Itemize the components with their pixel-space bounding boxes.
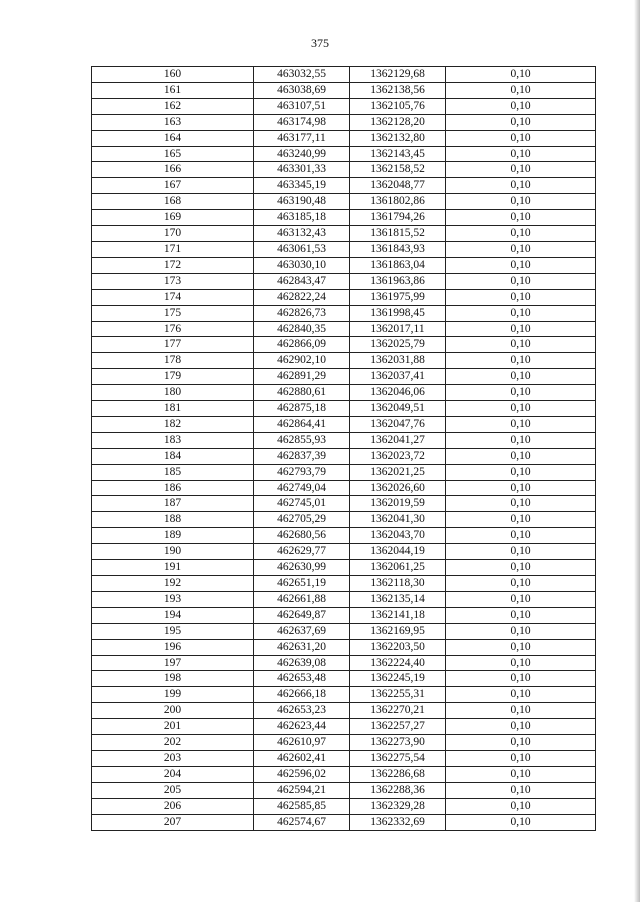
point-number-cell: 193 [92,591,254,607]
table-row [92,162,596,178]
x-coordinate-cell: 462630,99 [254,560,350,576]
x-coordinate-cell: 463132,43 [254,226,350,242]
accuracy-cell: 0,10 [446,766,596,782]
x-coordinate-cell: 462749,04 [254,480,350,496]
y-coordinate-cell: 1361815,52 [350,226,446,242]
point-number-cell: 164 [92,130,254,146]
x-coordinate-cell: 462666,18 [254,687,350,703]
y-coordinate-cell: 1361794,26 [350,210,446,226]
table-row [92,448,596,464]
y-coordinate-cell: 1362329,28 [350,798,446,814]
point-number-cell: 179 [92,369,254,385]
table-row [92,401,596,417]
x-coordinate-cell: 462596,02 [254,766,350,782]
point-number-cell: 203 [92,750,254,766]
point-number-cell: 166 [92,162,254,178]
table-row [92,766,596,782]
table-row [92,735,596,751]
x-coordinate-cell: 462866,09 [254,337,350,353]
accuracy-cell: 0,10 [446,67,596,83]
accuracy-cell: 0,10 [446,162,596,178]
accuracy-cell: 0,10 [446,82,596,98]
table-row [92,607,596,623]
table-row [92,814,596,830]
table-row [92,67,596,83]
table-row [92,576,596,592]
accuracy-cell: 0,10 [446,735,596,751]
point-number-cell: 170 [92,226,254,242]
accuracy-cell: 0,10 [446,560,596,576]
point-number-cell: 192 [92,576,254,592]
x-coordinate-cell: 463345,19 [254,178,350,194]
accuracy-cell: 0,10 [446,385,596,401]
table-row [92,82,596,98]
table-row [92,750,596,766]
x-coordinate-cell: 462793,79 [254,464,350,480]
table-row [92,416,596,432]
y-coordinate-cell: 1361998,45 [350,305,446,321]
x-coordinate-cell: 462649,87 [254,607,350,623]
y-coordinate-cell: 1362047,76 [350,416,446,432]
y-coordinate-cell: 1362061,25 [350,560,446,576]
point-number-cell: 201 [92,719,254,735]
point-number-cell: 184 [92,448,254,464]
accuracy-cell: 0,10 [446,623,596,639]
x-coordinate-cell: 463174,98 [254,114,350,130]
table-row [92,98,596,114]
accuracy-cell: 0,10 [446,703,596,719]
x-coordinate-cell: 462837,39 [254,448,350,464]
x-coordinate-cell: 463032,55 [254,67,350,83]
x-coordinate-cell: 462629,77 [254,544,350,560]
accuracy-cell: 0,10 [446,687,596,703]
point-number-cell: 183 [92,432,254,448]
x-coordinate-cell: 462875,18 [254,401,350,417]
point-number-cell: 206 [92,798,254,814]
table-row [92,289,596,305]
accuracy-cell: 0,10 [446,591,596,607]
accuracy-cell: 0,10 [446,512,596,528]
accuracy-cell: 0,10 [446,114,596,130]
y-coordinate-cell: 1362129,68 [350,67,446,83]
accuracy-cell: 0,10 [446,814,596,830]
point-number-cell: 199 [92,687,254,703]
x-coordinate-cell: 462864,41 [254,416,350,432]
point-number-cell: 177 [92,337,254,353]
accuracy-cell: 0,10 [446,353,596,369]
point-number-cell: 169 [92,210,254,226]
accuracy-cell: 0,10 [446,416,596,432]
accuracy-cell: 0,10 [446,719,596,735]
table-row [92,464,596,480]
point-number-cell: 167 [92,178,254,194]
x-coordinate-cell: 463061,53 [254,241,350,257]
y-coordinate-cell: 1362023,72 [350,448,446,464]
table-row [92,719,596,735]
point-number-cell: 197 [92,655,254,671]
x-coordinate-cell: 462594,21 [254,782,350,798]
table-row [92,353,596,369]
y-coordinate-cell: 1362288,36 [350,782,446,798]
x-coordinate-cell: 462639,08 [254,655,350,671]
y-coordinate-cell: 1362021,25 [350,464,446,480]
table-row [92,560,596,576]
x-coordinate-cell: 462653,23 [254,703,350,719]
table-row [92,432,596,448]
x-coordinate-cell: 462902,10 [254,353,350,369]
y-coordinate-cell: 1362049,51 [350,401,446,417]
point-number-cell: 162 [92,98,254,114]
table-row [92,257,596,273]
accuracy-cell: 0,10 [446,257,596,273]
x-coordinate-cell: 463038,69 [254,82,350,98]
y-coordinate-cell: 1362046,06 [350,385,446,401]
table-row [92,782,596,798]
accuracy-cell: 0,10 [446,321,596,337]
table-row [92,273,596,289]
point-number-cell: 187 [92,496,254,512]
x-coordinate-cell: 462661,88 [254,591,350,607]
y-coordinate-cell: 1362037,41 [350,369,446,385]
x-coordinate-cell: 462631,20 [254,639,350,655]
accuracy-cell: 0,10 [446,289,596,305]
accuracy-cell: 0,10 [446,226,596,242]
y-coordinate-cell: 1361863,04 [350,257,446,273]
y-coordinate-cell: 1362245,19 [350,671,446,687]
table-row [92,146,596,162]
point-number-cell: 175 [92,305,254,321]
accuracy-cell: 0,10 [446,607,596,623]
y-coordinate-cell: 1361963,86 [350,273,446,289]
point-number-cell: 189 [92,528,254,544]
y-coordinate-cell: 1362203,50 [350,639,446,655]
y-coordinate-cell: 1362138,56 [350,82,446,98]
x-coordinate-cell: 463185,18 [254,210,350,226]
point-number-cell: 186 [92,480,254,496]
table-row [92,703,596,719]
x-coordinate-cell: 463301,33 [254,162,350,178]
table-row [92,655,596,671]
y-coordinate-cell: 1362257,27 [350,719,446,735]
y-coordinate-cell: 1362025,79 [350,337,446,353]
x-coordinate-cell: 462602,41 [254,750,350,766]
point-number-cell: 196 [92,639,254,655]
point-number-cell: 185 [92,464,254,480]
point-number-cell: 163 [92,114,254,130]
accuracy-cell: 0,10 [446,98,596,114]
x-coordinate-cell: 462822,24 [254,289,350,305]
table-row [92,178,596,194]
point-number-cell: 188 [92,512,254,528]
point-number-cell: 191 [92,560,254,576]
point-number-cell: 181 [92,401,254,417]
table-row [92,241,596,257]
y-coordinate-cell: 1362017,11 [350,321,446,337]
x-coordinate-cell: 463030,10 [254,257,350,273]
x-coordinate-cell: 463240,99 [254,146,350,162]
point-number-cell: 200 [92,703,254,719]
point-number-cell: 205 [92,782,254,798]
y-coordinate-cell: 1362255,31 [350,687,446,703]
accuracy-cell: 0,10 [446,480,596,496]
point-number-cell: 198 [92,671,254,687]
point-number-cell: 172 [92,257,254,273]
table-row [92,480,596,496]
accuracy-cell: 0,10 [446,528,596,544]
table-row [92,337,596,353]
table-row [92,114,596,130]
y-coordinate-cell: 1361843,93 [350,241,446,257]
table-row [92,321,596,337]
x-coordinate-cell: 462651,19 [254,576,350,592]
x-coordinate-cell: 462826,73 [254,305,350,321]
y-coordinate-cell: 1362044,19 [350,544,446,560]
table-row [92,496,596,512]
y-coordinate-cell: 1362118,30 [350,576,446,592]
scan-edge-shadow [634,0,640,902]
accuracy-cell: 0,10 [446,337,596,353]
point-number-cell: 204 [92,766,254,782]
y-coordinate-cell: 1362019,59 [350,496,446,512]
accuracy-cell: 0,10 [446,576,596,592]
x-coordinate-cell: 462891,29 [254,369,350,385]
y-coordinate-cell: 1362026,60 [350,480,446,496]
table-row [92,528,596,544]
table-row [92,369,596,385]
table-row [92,639,596,655]
x-coordinate-cell: 462623,44 [254,719,350,735]
accuracy-cell: 0,10 [446,401,596,417]
accuracy-cell: 0,10 [446,750,596,766]
y-coordinate-cell: 1362270,21 [350,703,446,719]
y-coordinate-cell: 1362286,68 [350,766,446,782]
table-row [92,591,596,607]
coordinates-table-body [92,67,596,831]
y-coordinate-cell: 1362169,95 [350,623,446,639]
x-coordinate-cell: 462637,69 [254,623,350,639]
accuracy-cell: 0,10 [446,305,596,321]
point-number-cell: 194 [92,607,254,623]
y-coordinate-cell: 1362332,69 [350,814,446,830]
y-coordinate-cell: 1362105,76 [350,98,446,114]
y-coordinate-cell: 1362135,14 [350,591,446,607]
accuracy-cell: 0,10 [446,496,596,512]
accuracy-cell: 0,10 [446,655,596,671]
coordinates-table [91,66,596,831]
accuracy-cell: 0,10 [446,544,596,560]
x-coordinate-cell: 462855,93 [254,432,350,448]
point-number-cell: 202 [92,735,254,751]
table-row [92,130,596,146]
x-coordinate-cell: 462610,97 [254,735,350,751]
accuracy-cell: 0,10 [446,464,596,480]
point-number-cell: 160 [92,67,254,83]
x-coordinate-cell: 462705,29 [254,512,350,528]
point-number-cell: 178 [92,353,254,369]
accuracy-cell: 0,10 [446,273,596,289]
y-coordinate-cell: 1362158,52 [350,162,446,178]
y-coordinate-cell: 1362031,88 [350,353,446,369]
table-row [92,512,596,528]
point-number-cell: 173 [92,273,254,289]
y-coordinate-cell: 1362043,70 [350,528,446,544]
y-coordinate-cell: 1362275,54 [350,750,446,766]
x-coordinate-cell: 462840,35 [254,321,350,337]
point-number-cell: 207 [92,814,254,830]
table-row [92,210,596,226]
y-coordinate-cell: 1362273,90 [350,735,446,751]
point-number-cell: 190 [92,544,254,560]
point-number-cell: 195 [92,623,254,639]
y-coordinate-cell: 1361802,86 [350,194,446,210]
table-row [92,226,596,242]
x-coordinate-cell: 463107,51 [254,98,350,114]
y-coordinate-cell: 1362041,27 [350,432,446,448]
x-coordinate-cell: 462574,67 [254,814,350,830]
table-row [92,305,596,321]
point-number-cell: 180 [92,385,254,401]
x-coordinate-cell: 462653,48 [254,671,350,687]
y-coordinate-cell: 1362141,18 [350,607,446,623]
table-row [92,671,596,687]
y-coordinate-cell: 1362132,80 [350,130,446,146]
x-coordinate-cell: 462680,56 [254,528,350,544]
accuracy-cell: 0,10 [446,178,596,194]
y-coordinate-cell: 1362128,20 [350,114,446,130]
x-coordinate-cell: 462843,47 [254,273,350,289]
point-number-cell: 182 [92,416,254,432]
y-coordinate-cell: 1362224,40 [350,655,446,671]
table-row [92,798,596,814]
table-row [92,687,596,703]
table-row [92,623,596,639]
accuracy-cell: 0,10 [446,798,596,814]
accuracy-cell: 0,10 [446,369,596,385]
accuracy-cell: 0,10 [446,432,596,448]
accuracy-cell: 0,10 [446,130,596,146]
point-number-cell: 176 [92,321,254,337]
point-number-cell: 161 [92,82,254,98]
y-coordinate-cell: 1362143,45 [350,146,446,162]
y-coordinate-cell: 1362048,77 [350,178,446,194]
point-number-cell: 168 [92,194,254,210]
accuracy-cell: 0,10 [446,241,596,257]
accuracy-cell: 0,10 [446,210,596,226]
accuracy-cell: 0,10 [446,671,596,687]
x-coordinate-cell: 462880,61 [254,385,350,401]
accuracy-cell: 0,10 [446,448,596,464]
point-number-cell: 171 [92,241,254,257]
y-coordinate-cell: 1362041,30 [350,512,446,528]
x-coordinate-cell: 463177,11 [254,130,350,146]
accuracy-cell: 0,10 [446,639,596,655]
x-coordinate-cell: 463190,48 [254,194,350,210]
accuracy-cell: 0,10 [446,146,596,162]
y-coordinate-cell: 1361975,99 [350,289,446,305]
table-row [92,194,596,210]
table-row [92,385,596,401]
x-coordinate-cell: 462745,01 [254,496,350,512]
accuracy-cell: 0,10 [446,782,596,798]
table-row [92,544,596,560]
accuracy-cell: 0,10 [446,194,596,210]
page-number: 375 [311,36,329,50]
point-number-cell: 165 [92,146,254,162]
point-number-cell: 174 [92,289,254,305]
x-coordinate-cell: 462585,85 [254,798,350,814]
